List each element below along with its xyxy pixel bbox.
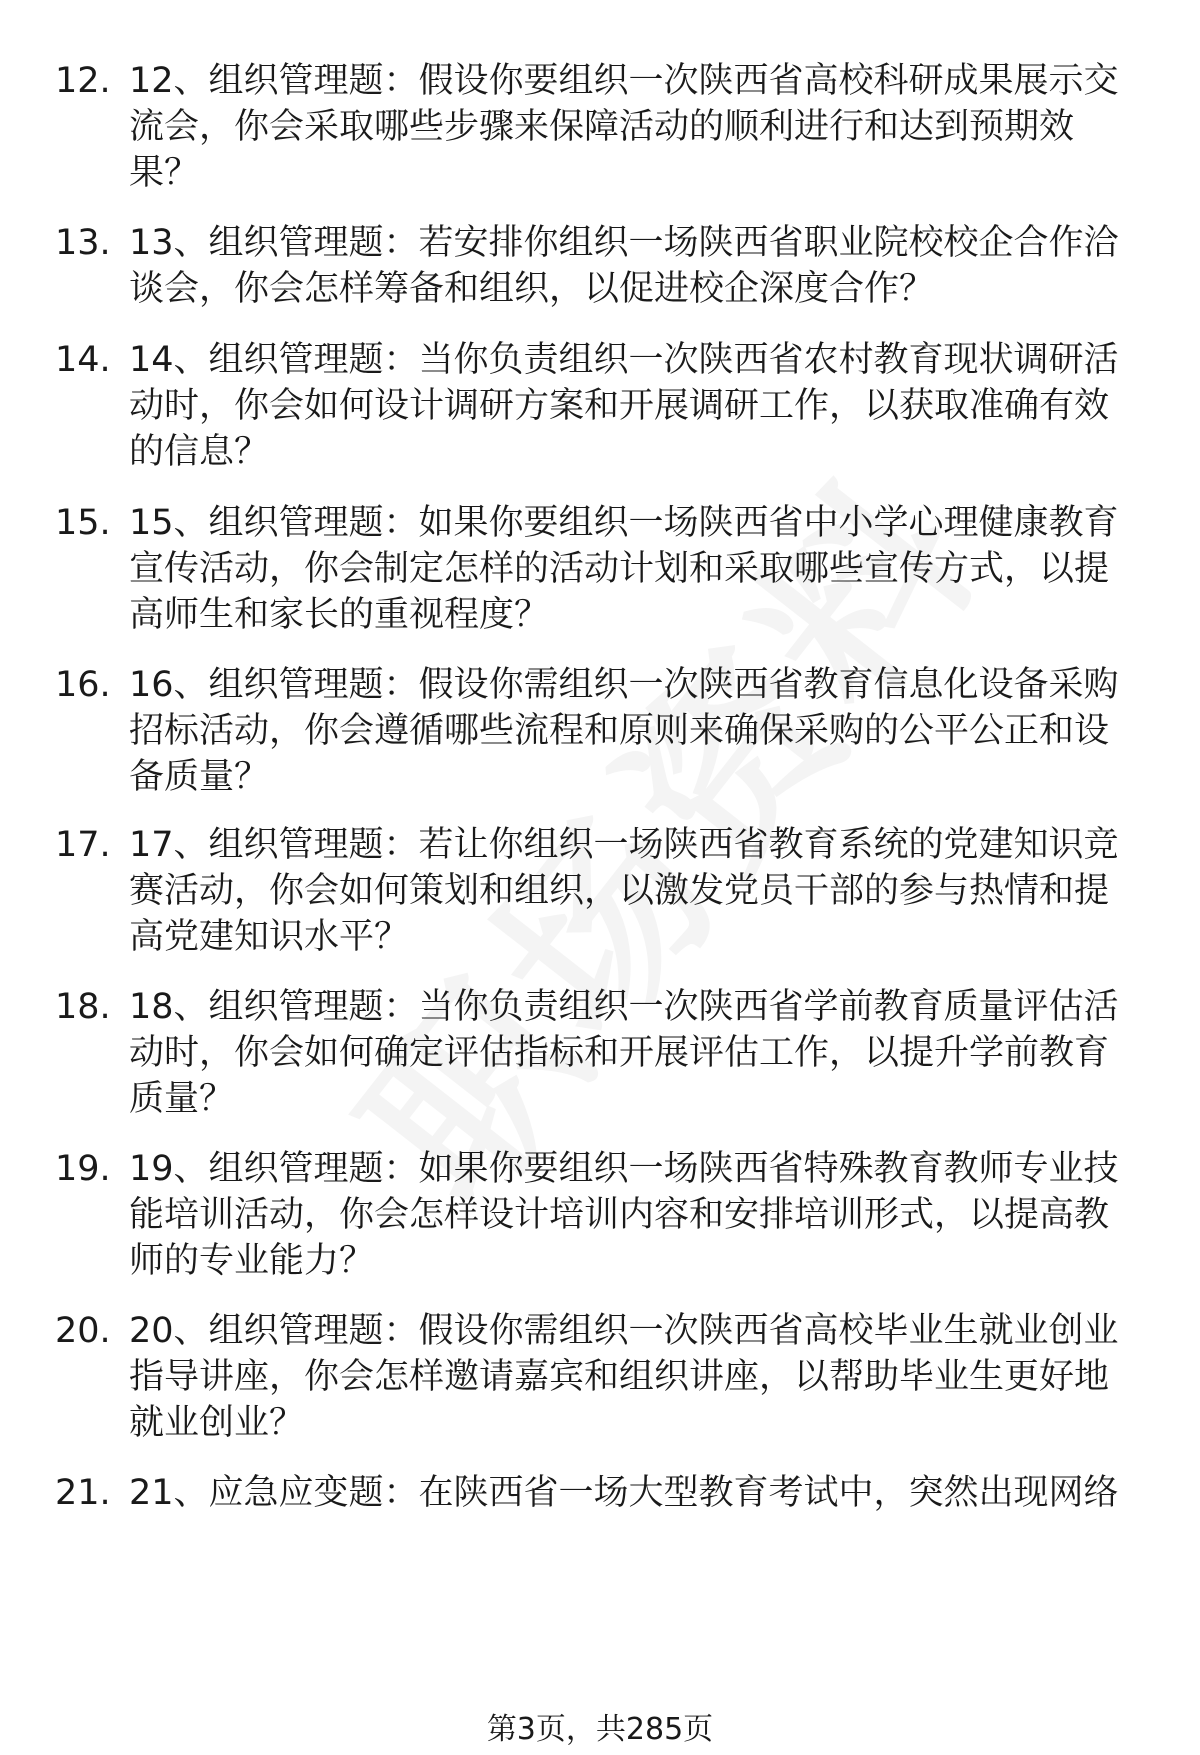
question-text: 12、组织管理题：假设你要组织一次陕西省高校科研成果展示交流会，你会采取哪些步骤来保障活动的顺利进行和达到预期效果？ bbox=[129, 61, 1119, 193]
question-number: 13. bbox=[55, 223, 111, 263]
question-number: 14. bbox=[55, 340, 111, 380]
question-number: 16. bbox=[55, 665, 111, 705]
question-number: 17. bbox=[55, 825, 111, 865]
question-text: 14、组织管理题：当你负责组织一次陕西省农村教育现状调研活动时，你会如何设计调研方案和开展调研工作，以获取准确有效的信息？ bbox=[129, 340, 1119, 472]
question-number: 12. bbox=[55, 61, 111, 101]
question-number: 18. bbox=[55, 987, 111, 1027]
question-text: 17、组织管理题：若让你组织一场陕西省教育系统的党建知识竞赛活动，你会如何策划和组织，以激发党员干部的参与热情和提高党建知识水平？ bbox=[129, 825, 1119, 957]
question-text: 13、组织管理题：若安排你组织一场陕西省职业院校校企合作洽谈会，你会怎样筹备和组织，以促进校企深度合作？ bbox=[129, 223, 1119, 309]
page-footer: 第3页，共285页 bbox=[486, 1712, 714, 1747]
question-number: 21. bbox=[55, 1473, 111, 1513]
question-text: 15、组织管理题：如果你要组织一场陕西省中小学心理健康教育宣传活动，你会制定怎样的活动计划和采取哪些宣传方式，以提高师生和家长的重视程度？ bbox=[129, 503, 1119, 635]
question-text: 21、应急应变题：在陕西省一场大型教育考试中，突然出现网络 bbox=[129, 1473, 1119, 1513]
question-number: 15. bbox=[55, 503, 111, 543]
question-text: 18、组织管理题：当你负责组织一次陕西省学前教育质量评估活动时，你会如何确定评估指标和开展评估工作，以提升学前教育质量？ bbox=[129, 987, 1119, 1119]
question-number: 20. bbox=[55, 1311, 111, 1351]
question-text: 19、组织管理题：如果你要组织一场陕西省特殊教育教师专业技能培训活动，你会怎样设计培训内容和安排培训形式，以提高教师的专业能力？ bbox=[129, 1149, 1119, 1281]
question-number: 19. bbox=[55, 1149, 111, 1189]
question-text: 16、组织管理题：假设你需组织一次陕西省教育信息化设备采购招标活动，你会遵循哪些流程和原则来确保采购的公平公正和设备质量？ bbox=[129, 665, 1119, 797]
question-text: 20、组织管理题：假设你需组织一次陕西省高校毕业生就业创业指导讲座，你会怎样邀请嘉宾和组织讲座，以帮助毕业生更好地就业创业？ bbox=[129, 1311, 1119, 1443]
